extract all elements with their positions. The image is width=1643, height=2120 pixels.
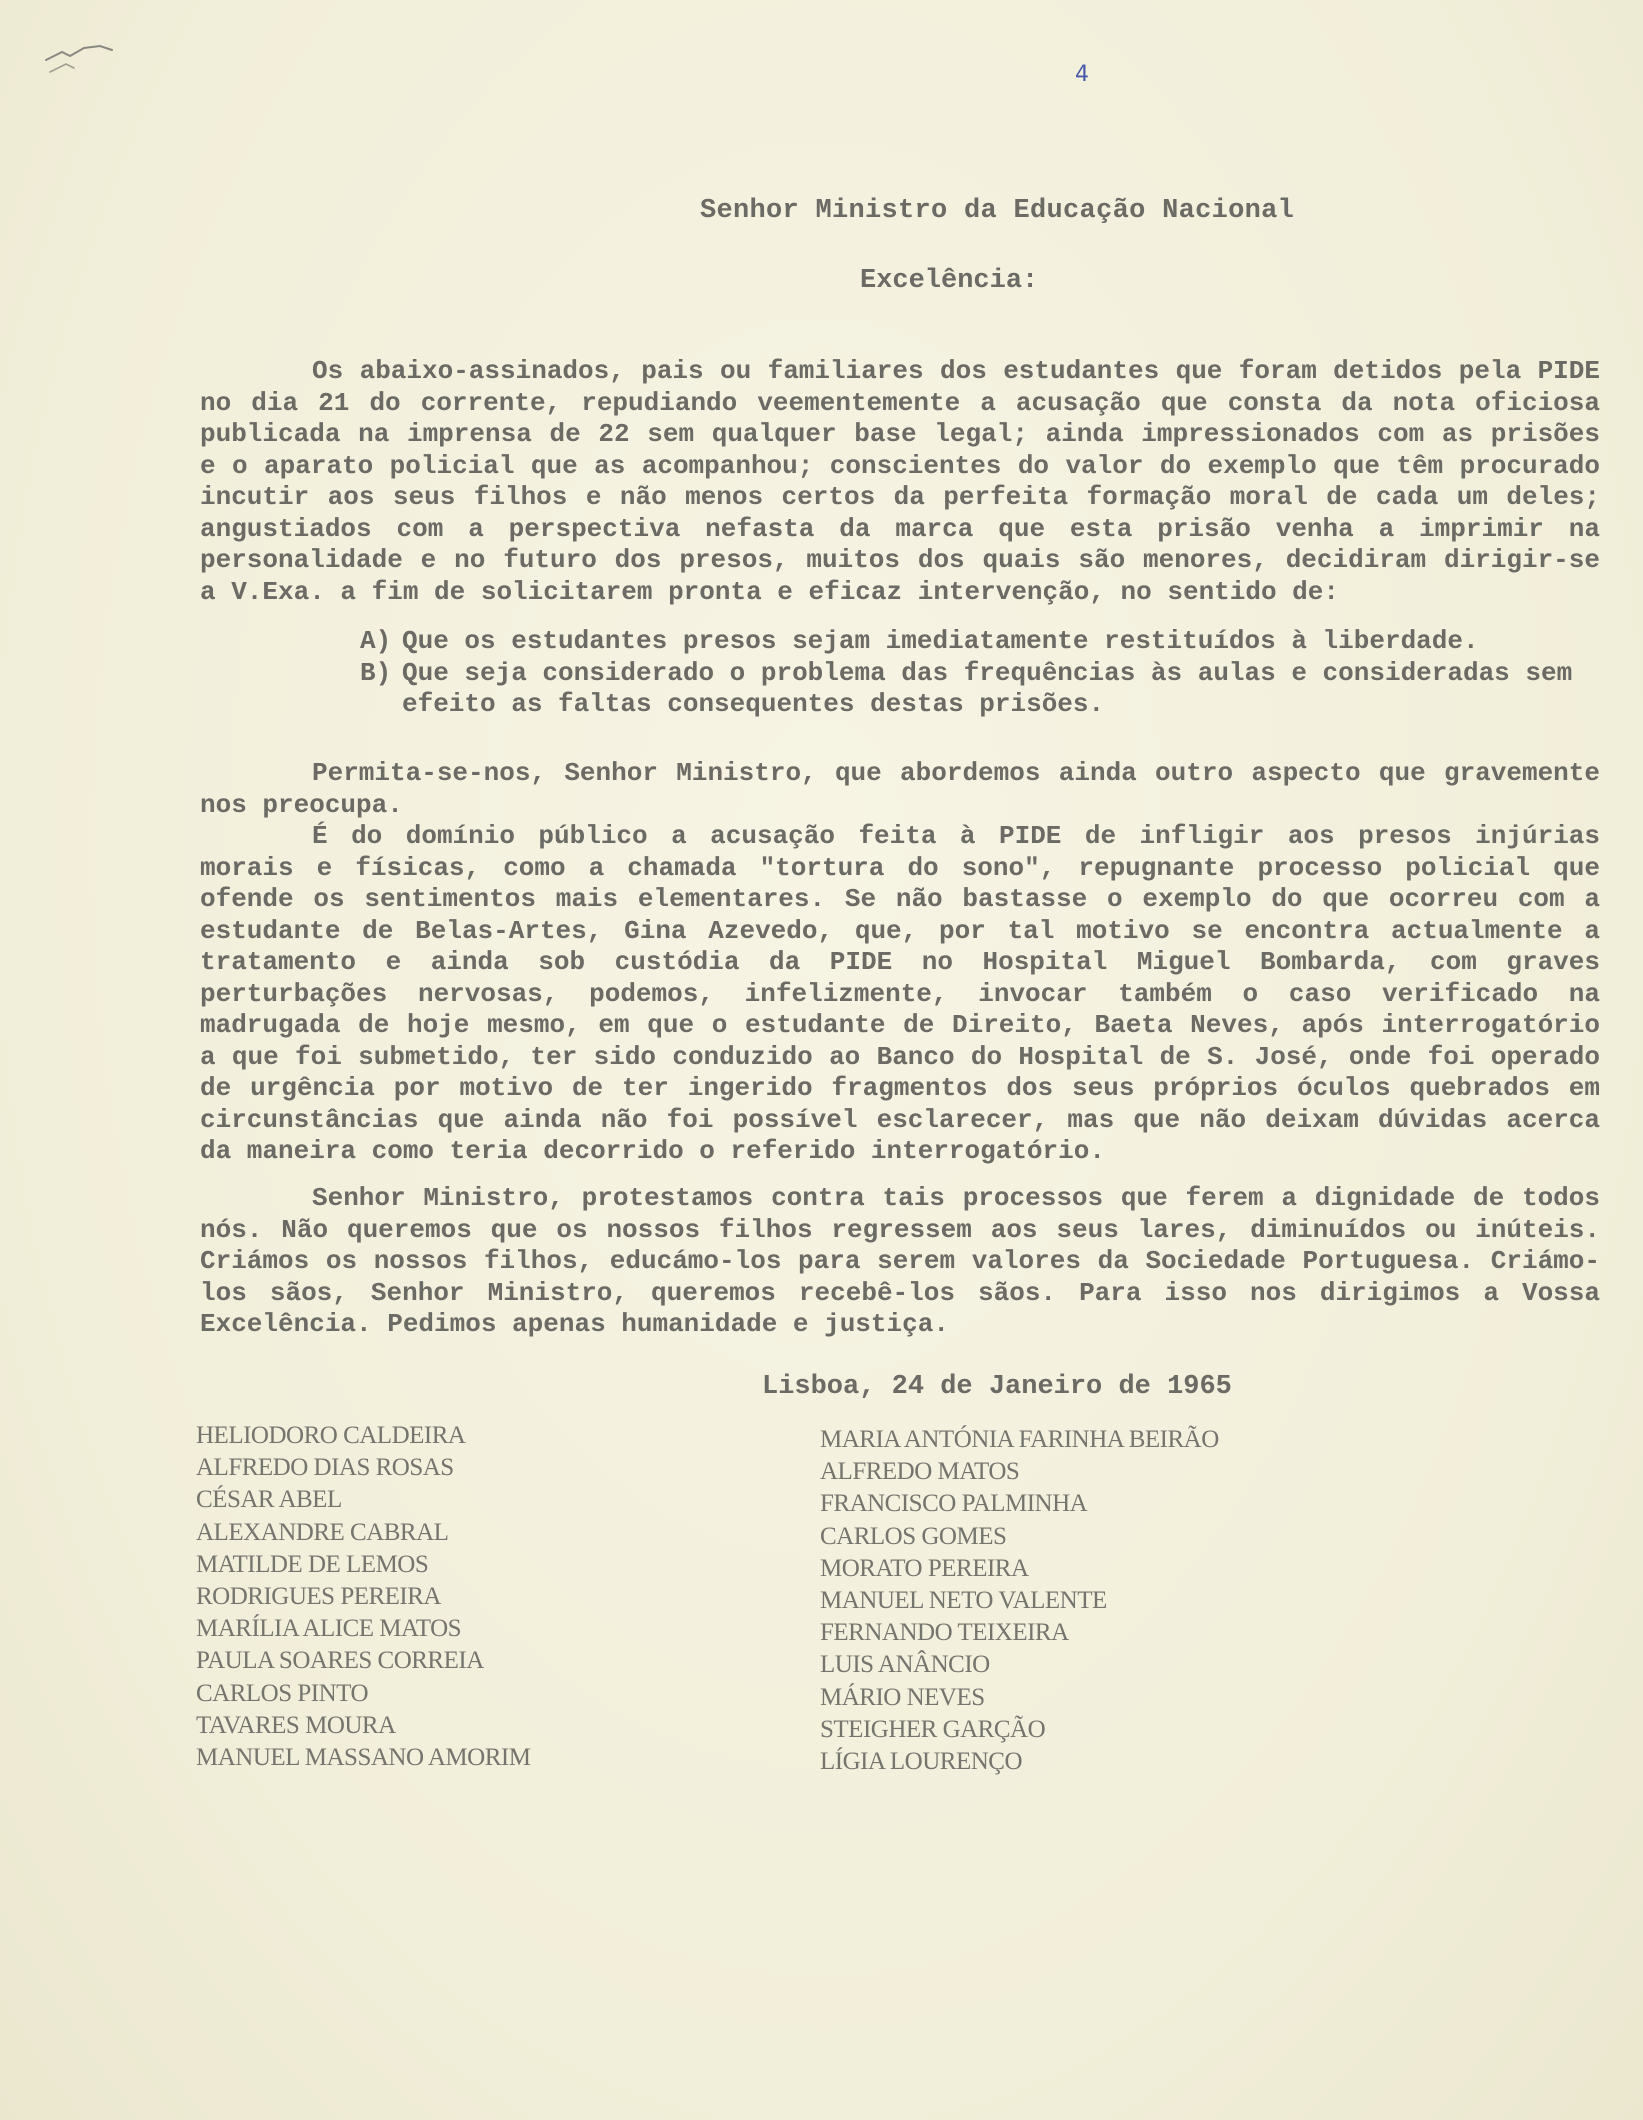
signatories-left [196,1420,530,1774]
signatory-name: CARLOS PINTO [196,1679,369,1707]
signatory-name: MANUEL MASSANO AMORIM [196,1744,531,1772]
signatory-name: MATILDE DE LEMOS [196,1550,429,1578]
request-item-letter: A) [360,626,392,656]
signatory-name: ALFREDO DIAS ROSAS [196,1454,454,1482]
paragraph-accusation: É do domínio público a acusação feita à PIDE de infligir aos presos injúrias morais e físicas, como a chamada "tortura do sono", repugnante processo policial que ofende os sentimentos mais elementares. Se não bastasse o exemplo do que ocorreu com a estudante de Belas-Artes, Gina Azevedo, que, por tal motivo se encontra actualmente a tratamento e ainda sob custódia da PIDE no Hospital Miguel Bombarda, com graves perturbações nervosas, podemos, infelizmente, invocar também o caso verificado na madrugada de hoje mesmo, em que o estudante de Direito, Baeta Neves, após interrogatório a que foi submetido, ter sido conduzido ao Banco do Hospital de S. José, onde foi operado de urgência por motivo de ter ingerido fragmentos dos seus próprios óculos quebrados em circunstâncias que ainda não foi possível esclarecer, mas que não deixam dúvidas acerca da maneira como teria decorrido o referido interrogatório. [200,821,1600,1166]
signatory-name: LÍGIA LOURENÇO [820,1748,1023,1776]
request-item-text: Que os estudantes presos sejam imediatamente restituídos à liberdade. [402,626,1479,656]
signatory-name: ALEXANDRE CABRAL [196,1518,449,1546]
ink-smudge [40,38,120,80]
signatory-name: ALFREDO MATOS [820,1458,1020,1486]
signatories-right [820,1424,1219,1778]
signatory-name: CÉSAR ABEL [196,1486,342,1514]
signatory-name: FERNANDO TEIXEIRA [820,1619,1069,1647]
request-item-letter: B) [360,657,392,688]
letter-salutation: Excelência: [860,266,1039,296]
signatory-name: MÁRIO NEVES [820,1683,985,1711]
page-number: 4 [1075,62,1089,87]
signatory-name: HELIODORO CALDEIRA [196,1422,466,1449]
signatory-name: MANUEL NETO VALENTE [820,1587,1107,1615]
paragraph-request: Os abaixo-assinados, pais ou familiares dos estudantes que foram detidos pela PIDE no dia 21 do corrente, repudiando veementemente a acusação que consta da nota oficiosa publicada na imprensa de 22 sem qualquer base legal; ainda impressionados com as prisões e o aparato policial que as acompanhou; conscientes do valor do exemplo que têm procurado incutir aos seus filhos e não menos certos da perfeita formação moral de cada um deles; angustiados com a perspectiva nefasta da marca que esta prisão venha a imprimir na personalidade e no futuro dos presos, muitos dos quais são menores, decidiram dirigir-se a V.Exa. a fim de solicitarem pronta e eficaz intervenção, no sentido de: [200,356,1600,607]
request-item [360,658,1600,721]
request-item-text: Que seja considerado o problema das frequências às aulas e consideradas sem efeito as faltas consequentes destas prisões. [402,657,1573,719]
signatory-name: TAVARES MOURA [196,1711,396,1739]
place-date: Lisboa, 24 de Janeiro de 1965 [762,1372,1232,1402]
request-list [360,626,1600,721]
signatory-name: CARLOS GOMES [820,1522,1007,1550]
signatory-name: STEIGHER GARÇÃO [820,1715,1046,1743]
paragraph-protest: Senhor Ministro, protestamos contra tais processos que ferem a dignidade de todos nós. Não queremos que os nossos filhos regressem aos seus lares, diminuídos ou inúteis. Criámos os nossos filhos, educámo-los para serem valores da Sociedade Portuguesa. Criámo-los sãos, Senhor Ministro, queremos recebê-los sãos. Para isso nos dirigimos a Vossa Excelência. Pedimos apenas humanidade e justiça. [200,1183,1600,1339]
letter-recipient: Senhor Ministro da Educação Nacional [700,196,1295,226]
signatory-name: PAULA SOARES CORREIA [196,1647,484,1675]
signatory-name: MORATO PEREIRA [820,1554,1029,1582]
signatory-name: FRANCISCO PALMINHA [820,1490,1088,1518]
signatory-name: MARÍLIA ALICE MATOS [196,1615,462,1643]
paragraph-concern: Permita-se-nos, Senhor Ministro, que abordemos ainda outro aspecto que gravemente nos preocupa. [200,758,1600,820]
signatory-name: LUIS ANÂNCIO [820,1651,990,1679]
signatory-name: MARIA ANTÓNIA FARINHA BEIRÃO [820,1426,1219,1453]
signatory-name: RODRIGUES PEREIRA [196,1583,441,1611]
request-item [360,626,1600,658]
